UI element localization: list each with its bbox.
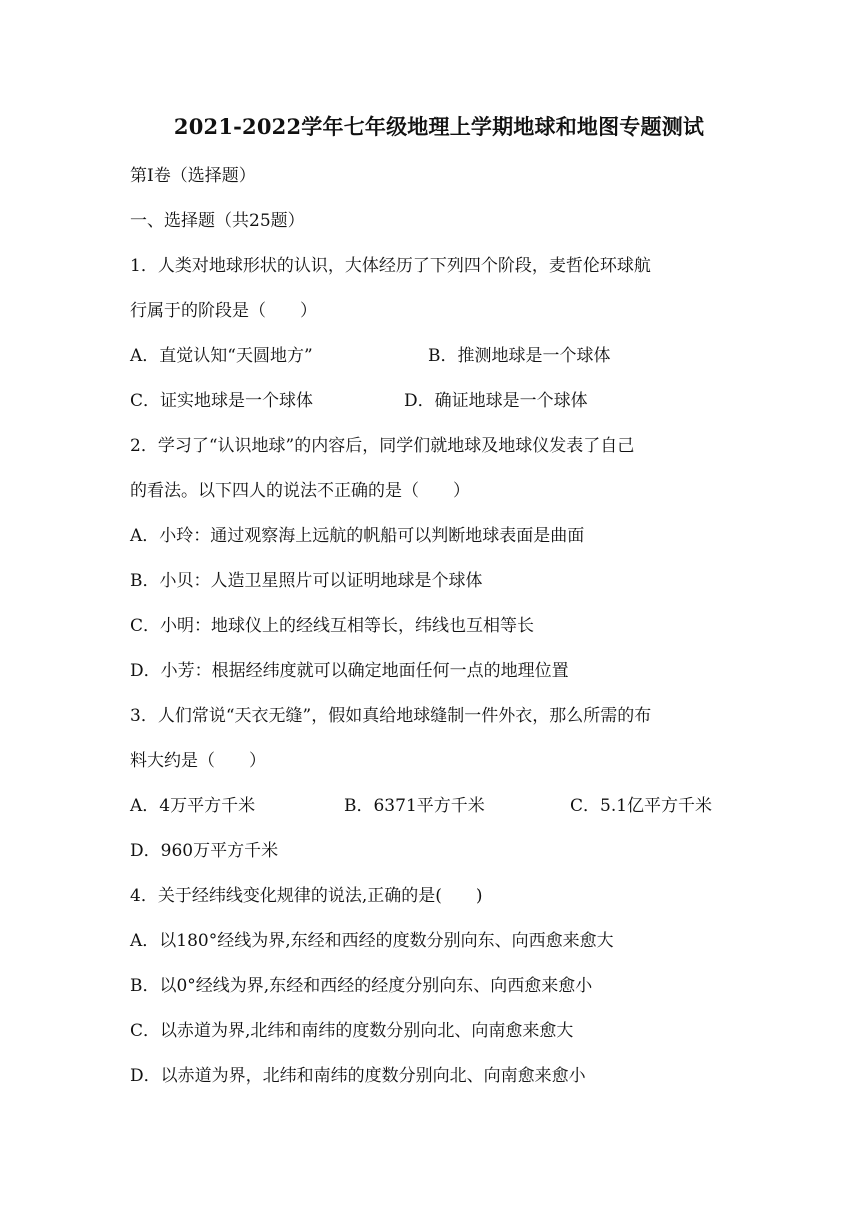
question-text-line: 4．关于经纬线变化规律的说法,正确的是( ) bbox=[130, 886, 483, 906]
part-heading: 一、选择题（共25题） bbox=[130, 211, 305, 231]
document-page bbox=[130, 110, 730, 1099]
option-c: C．5.1亿平方千米 bbox=[570, 796, 713, 816]
question-text-line: 2．学习了“认识地球”的内容后，同学们就地球及地球仪发表了自己 bbox=[130, 436, 635, 456]
question-4 bbox=[130, 874, 730, 1099]
question-text-line: 的看法。以下四人的说法不正确的是（ ） bbox=[130, 481, 470, 501]
option-a: A．直觉认知“天圆地方” bbox=[130, 346, 313, 366]
option-row bbox=[130, 379, 730, 424]
option-b: B．小贝：人造卫星照片可以证明地球是个球体 bbox=[130, 571, 483, 591]
option-row bbox=[130, 334, 730, 379]
question-text-line: 3．人们常说“天衣无缝”，假如真给地球缝制一件外衣，那么所需的布 bbox=[130, 706, 652, 726]
option-b: B．6371平方千米 bbox=[344, 796, 485, 816]
question-3 bbox=[130, 694, 730, 874]
option-a: A．小玲：通过观察海上远航的帆船可以判断地球表面是曲面 bbox=[130, 526, 585, 546]
option-c: C．小明：地球仪上的经线互相等长，纬线也互相等长 bbox=[130, 616, 535, 636]
question-1 bbox=[130, 244, 730, 424]
question-text-line: 料大约是（ ） bbox=[130, 751, 266, 771]
question-text-line: 行属于的阶段是（ ） bbox=[130, 301, 317, 321]
document-title: 2021-2022学年七年级地理上学期地球和地图专题测试 bbox=[173, 114, 705, 139]
option-d: D．确证地球是一个球体 bbox=[404, 391, 588, 411]
option-c: C．以赤道为界,北纬和南纬的度数分别向北、向南愈来愈大 bbox=[130, 1021, 574, 1041]
option-d: D．以赤道为界，北纬和南纬的度数分别向北、向南愈来愈小 bbox=[130, 1066, 586, 1086]
option-d: D．小芳：根据经纬度就可以确定地面任何一点的地理位置 bbox=[130, 661, 569, 681]
option-row bbox=[130, 784, 730, 829]
option-b: B．推测地球是一个球体 bbox=[428, 346, 611, 366]
option-b: B．以0°经线为界,东经和西经的经度分别向东、向西愈来愈小 bbox=[130, 976, 593, 996]
option-c: C．证实地球是一个球体 bbox=[130, 391, 314, 411]
option-a: A．4万平方千米 bbox=[130, 796, 256, 816]
question-text-line: 1．人类对地球形状的认识，大体经历了下列四个阶段，麦哲伦环球航 bbox=[130, 256, 651, 276]
option-a: A．以180°经线为界,东经和西经的度数分别向东、向西愈来愈大 bbox=[130, 931, 614, 951]
question-2 bbox=[130, 424, 730, 694]
option-d: D．960万平方千米 bbox=[130, 841, 279, 861]
section-heading: 第I卷（选择题） bbox=[130, 166, 256, 186]
